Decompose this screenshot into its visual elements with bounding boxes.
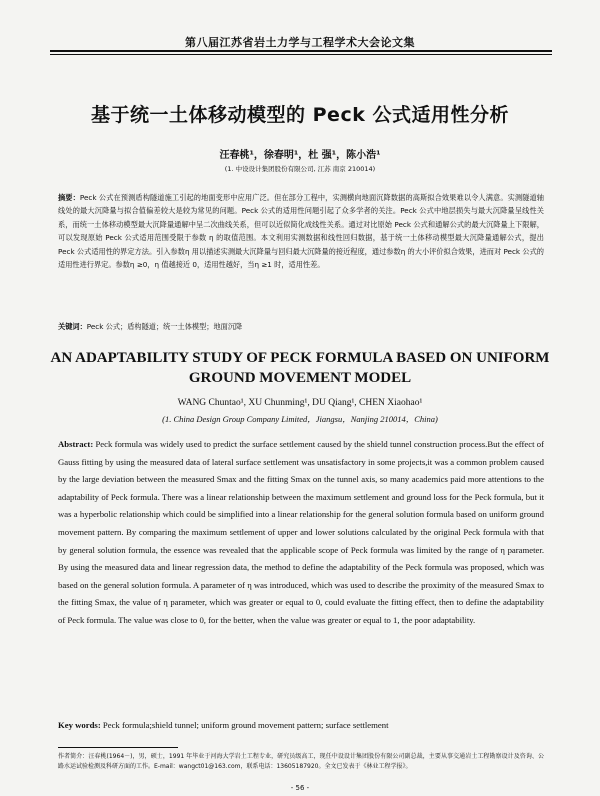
chinese-abstract-text: Peck 公式在预测盾构隧道施工引起的地面变形中应用广泛。但在部分工程中，实测横向地面沉降数据的高斯拟合效果难以令人满意。实测隧道轴线处的最大沉降量与拟合值偏差较大是较为常见的问题。Peck 公式的适用性问题引起了众多学者的关注。Peck 公式中地层损失与最大沉降量呈线性关系，而统一土体移动模型最大沉降量通解中呈二次曲线关系，但可以近似简化成线性关系。通过对比原始 Peck 公式和通解公式的最大沉降量上下限解，可以发现原始 Peck 公式适用范围受限于参数 η 的取值范围。本文利用实测数据和线性回归数据，基于统一土体移动模型最大沉降量通解公式，提出 Peck 公式适用性的界定方法。引入参数η 用以描述实测最大沉降量与回归最大沉降量的接近程度，通过参数η 的大小评价拟合效果，进而对 Peck 公式的适用性进行界定。参数η ≥0，η 值越接近 0，适用性越好，当η ≥1 时，适用性差。 bbox=[58, 193, 544, 270]
english-abstract-text: Peck formula was widely used to predict the surface settlement caused by the shield tunnel construction process.But the effect of Gauss fitting by using the measured data of lateral surface settlement was unsatisfactory in some projects,it was a common problem caused by the large deviation between the measured Smax and the fitting Smax on the tunnel axis, so many academics paid more attentions to the adaptability of Peck formula. There was a linear relationship between the maximum settlement and ground loss for the Peck formula, but it was a hyperbolic relationship which could be simplified into a linear relationship for the general solution formula based on uniform ground movement pattern. By comparing the maximum settlement of upper and lower solutions calculated by the original Peck formula with that by general solution formula, the essence was revealed that the applicable scope of Peck formula was limited by the range of η parameter. By using the measured data and linear regression data, the method to define the adaptability of the Peck formula was proposed, which was based on the general solution formula. A parameter of η was introduced, which was used to describe the proximity of the measured Smax to the fitting Smax, the value of η parameter, which was greater or equal to 0, could evaluate the fitting effect, then to define the adaptability of Peck formula. The value was close to 0, for the better, when the value was greater or equal to 1, the poor adaptability. bbox=[58, 439, 544, 625]
chinese-keywords bbox=[58, 322, 544, 332]
page-number: - 56 - bbox=[290, 784, 310, 792]
chinese-title: 基于统一土体移动模型的 Peck 公式适用性分析 bbox=[91, 104, 509, 126]
chinese-keywords-label: 关键词： bbox=[58, 322, 87, 331]
english-abstract bbox=[58, 436, 544, 630]
header-rule-thick bbox=[50, 50, 552, 52]
english-abstract-label: Abstract: bbox=[58, 439, 94, 449]
chinese-keywords-text: Peck 公式；盾构隧道；统一土体模型；地面沉降 bbox=[86, 322, 243, 331]
english-title: AN ADAPTABILITY STUDY OF PECK FORMULA BASED ON UNIFORM GROUND MOVEMENT MODEL bbox=[50, 350, 550, 386]
chinese-affiliation: (1. 中设设计集团股份有限公司, 江苏 南京 210014) bbox=[224, 165, 376, 173]
english-authors: WANG Chuntao¹, XU Chunming¹, DU Qiang¹, CHEN Xiaohao¹ bbox=[177, 398, 423, 408]
running-header: 第八届江苏省岩土力学与工程学术大会论文集 bbox=[185, 36, 415, 49]
chinese-abstract bbox=[58, 191, 544, 271]
english-keywords bbox=[58, 720, 544, 730]
footnote-rule bbox=[58, 747, 178, 748]
english-keywords-label: Key words: bbox=[58, 720, 101, 730]
english-affiliation: (1. China Design Group Company Limited，Jiangsu，Nanjing 210014，China) bbox=[162, 414, 438, 424]
chinese-abstract-label: 摘要： bbox=[58, 193, 80, 202]
english-keywords-text: Peck formula;shield tunnel; uniform ground movement pattern; surface settlement bbox=[100, 720, 389, 730]
author-footnote: 作者简介：汪春桃(1964－)，男，硕士，1991 年毕业于河海大学岩土工程专业，研究员级高工，现任中设设计集团股份有限公司副总裁，主要从事交通岩土工程勘察设计及咨询、公路水运试验检测及科研方面的工作。E-mail：wangct01@163.com，联系电话：13605187920。全文已发表于《林业工程学报》。 bbox=[58, 753, 544, 770]
chinese-authors: 汪春桃¹，徐春明¹，杜 强¹，陈小浩¹ bbox=[219, 150, 381, 161]
header-rule-thin bbox=[50, 54, 552, 55]
